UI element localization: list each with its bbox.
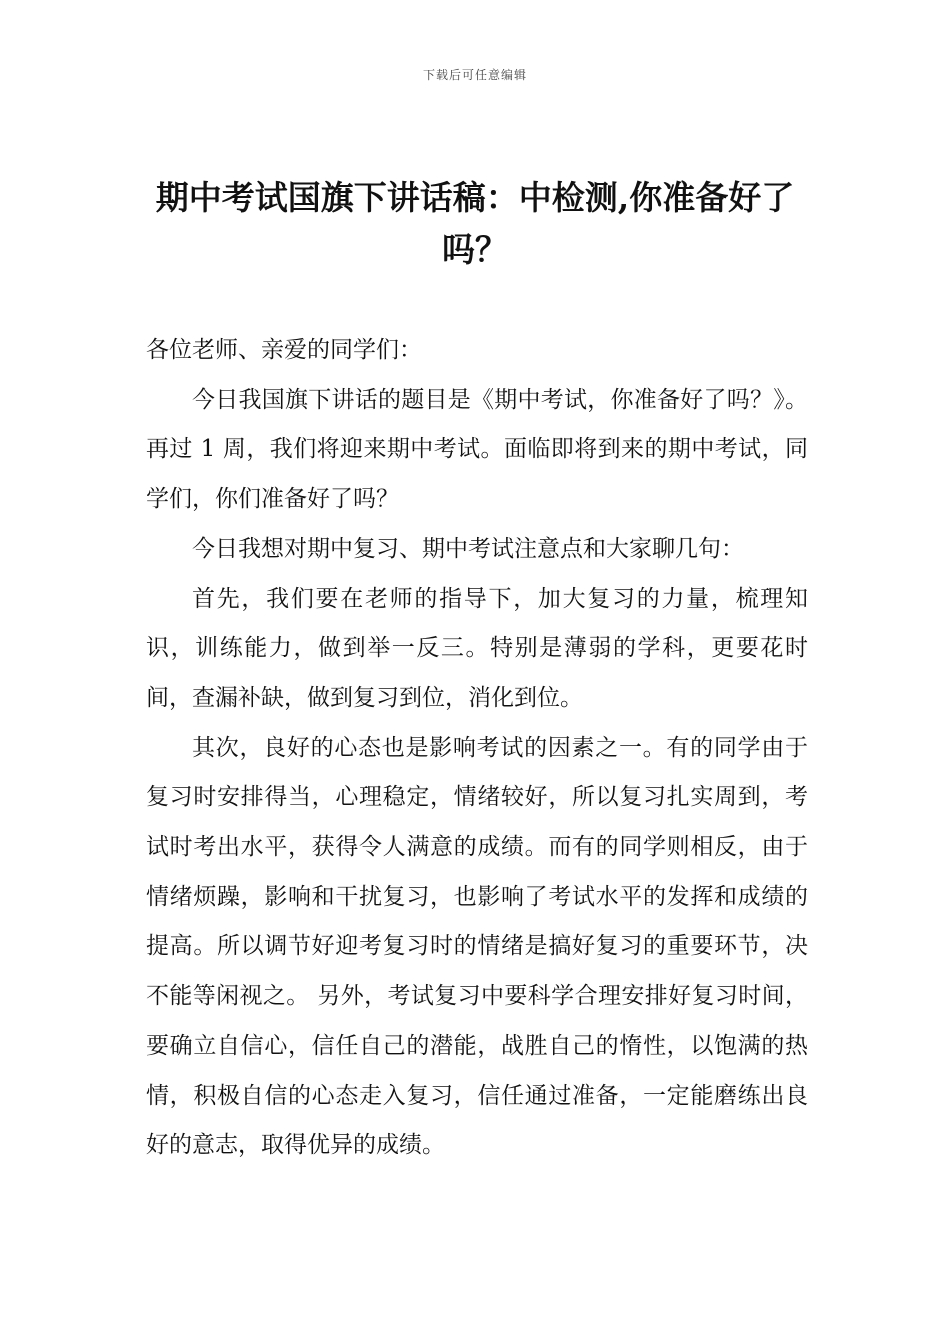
header-note: 下载后可任意编辑	[422, 68, 527, 82]
body-paragraph: 今日我想对期中复习、期中考试注意点和大家聊几句：	[192, 535, 744, 562]
body-paragraph: 首先，我们要在老师的指导下，加大复习的力量，梳理知识，训练能力，做到举一反三。特别是薄弱的学科，更要花时间，查漏补缺，做到复习到位，消化到位。	[146, 585, 808, 711]
document-title: 期中考试国旗下讲话稿：中检测,你准备好了吗？	[155, 178, 795, 269]
document-body	[146, 326, 808, 1171]
body-paragraph: 今日我国旗下讲话的题目是《期中考试，你准备好了吗？》。 再过 1 周，我们将迎来期中考试。面临即将到来的期中考试，同学们，你们准备好了吗？	[146, 386, 808, 513]
body-paragraph: 其次，良好的心态也是影响考试的因素之一。有的同学由于复习时安排得当，心理稳定，情绪较好，所以复习扎实周到，考试时考出水平，获得令人满意的成绩。而有的同学则相反，由于情绪烦躁，影响和干扰复习，也影响了考试水平的发挥和成绩的提高。所以调节好迎考复习时的情绪是搞好复习的重要环节，决不能等闲视之。 另外，考试复习中要科学合理安排好复习时间，要确立自信心，信任自己的潜能，战胜自己的惰性，以饱满的热情，积极自信的心态走入复习，信任通过准备，一定能磨练出良好的意志，取得优异的成绩。	[146, 734, 808, 1159]
salutation-paragraph: 各位老师、亲爱的同学们：	[146, 337, 422, 363]
